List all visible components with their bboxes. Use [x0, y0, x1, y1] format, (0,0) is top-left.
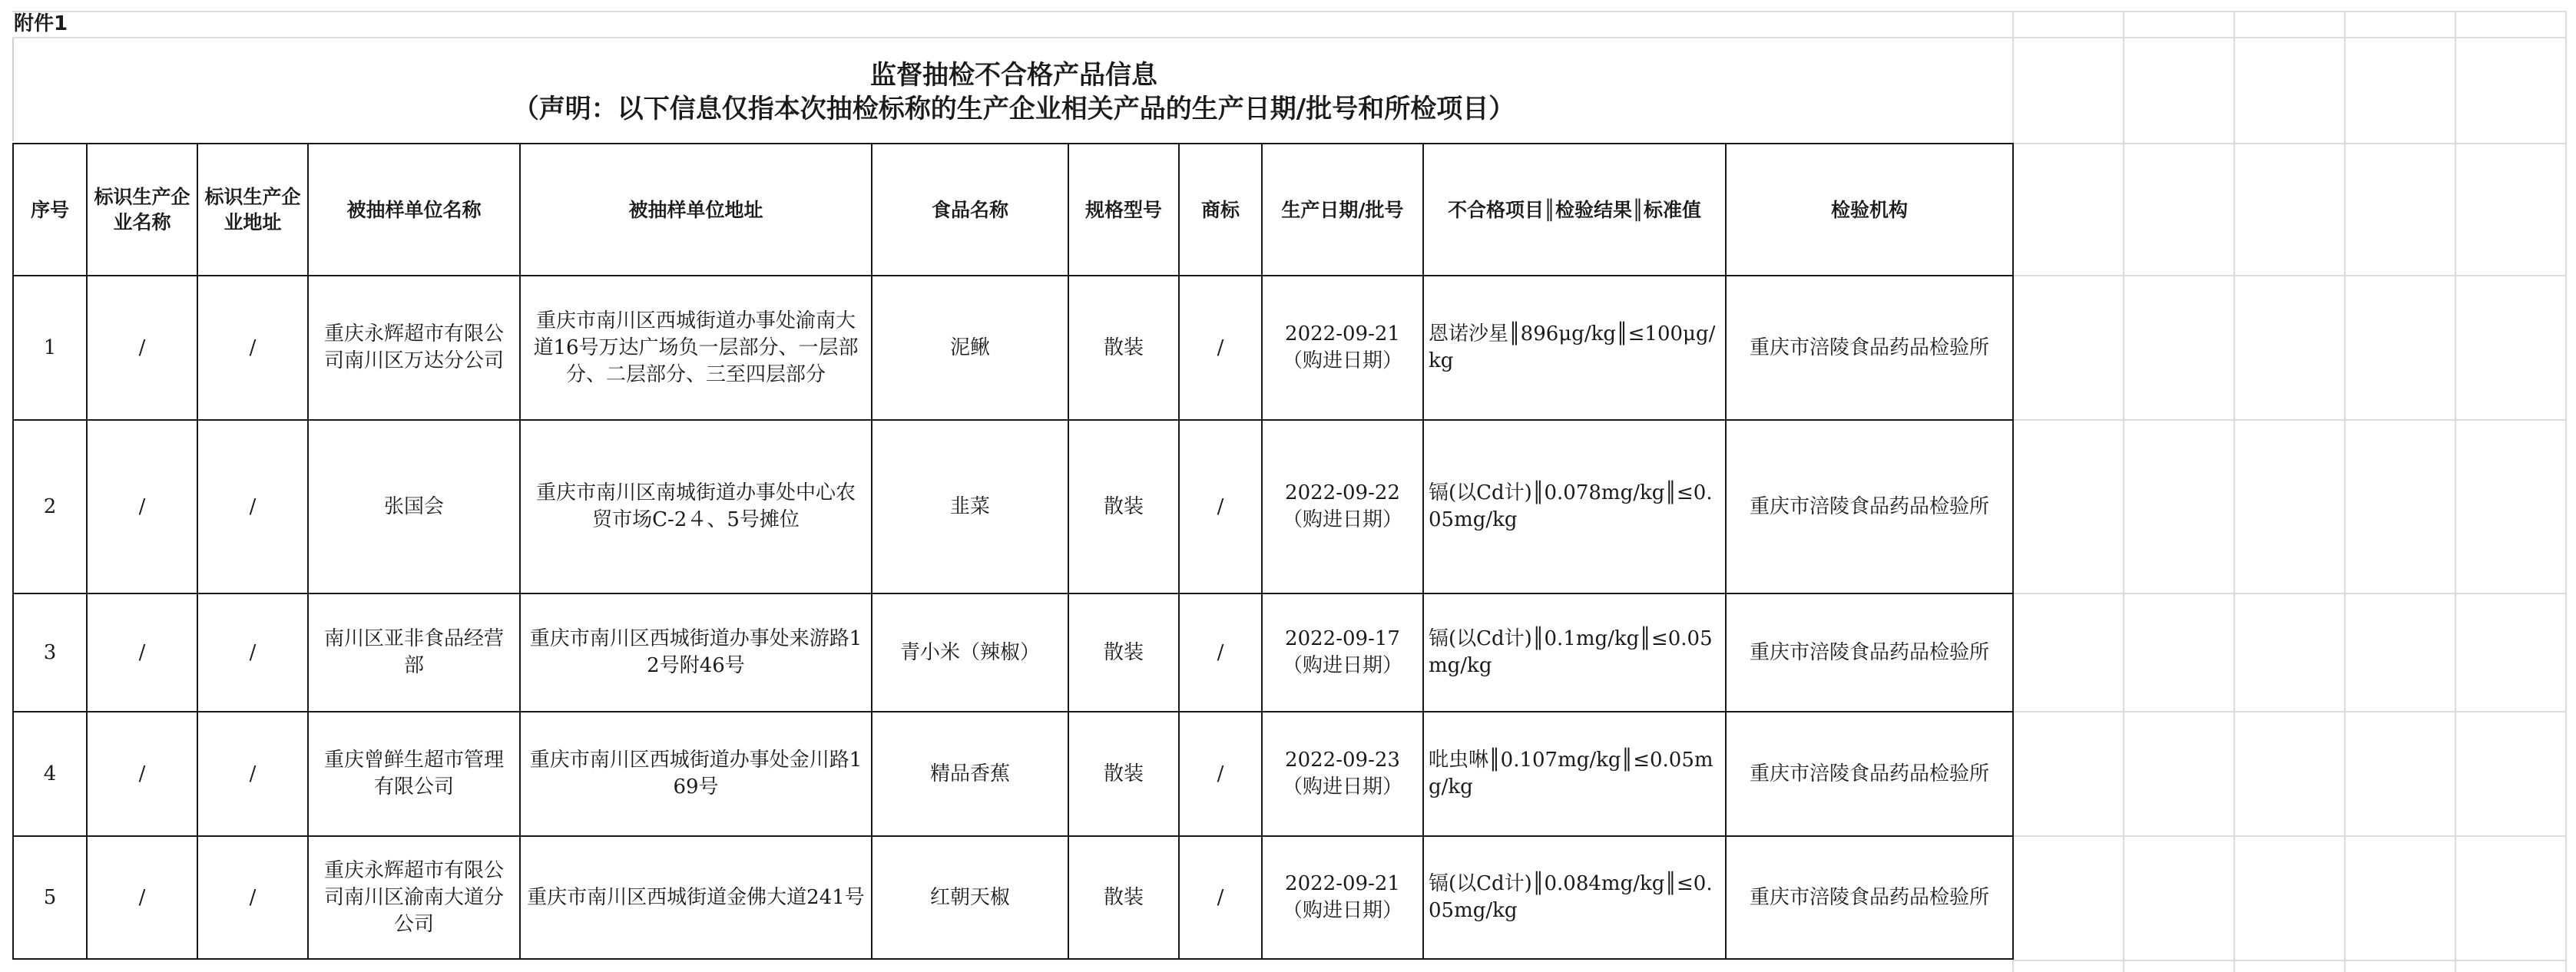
header-cell: 生产日期/批号 — [1262, 144, 1423, 276]
date-cell — [1262, 420, 1423, 593]
date-note: （购进日期） — [1282, 654, 1402, 677]
date-note: （购进日期） — [1282, 775, 1402, 798]
header-cell: 被抽样单位地址 — [520, 144, 872, 276]
agency-cell: 重庆市涪陵食品药品检验所 — [1726, 836, 2013, 959]
maker-address-cell: / — [197, 420, 308, 593]
failed-item-cell: 吡虫啉║0.107mg/kg║≤0.05mg/kg — [1423, 712, 1726, 836]
grid-line — [2012, 593, 2565, 594]
sampled-address-cell: 重庆市南川区西城街道办事处来游路12号附46号 — [520, 593, 872, 712]
grid-line — [2012, 143, 2565, 144]
sampled-unit-cell: 南川区亚非食品经营部 — [308, 593, 520, 712]
date-note: （购进日期） — [1282, 349, 1402, 372]
spec-cell: 散装 — [1068, 420, 1179, 593]
grid-line — [2455, 11, 2456, 972]
grid-line — [2012, 275, 2565, 276]
table-row — [13, 712, 2013, 836]
grid-line — [2233, 11, 2235, 972]
table-row — [13, 836, 2013, 959]
grid-line — [2344, 11, 2346, 972]
agency-cell: 重庆市涪陵食品药品检验所 — [1726, 712, 2013, 836]
grid-line — [2123, 11, 2124, 972]
failed-item-cell: 恩诺沙星║896μg/kg║≤100μg/kg — [1423, 276, 1726, 420]
row-number: 2 — [13, 420, 87, 593]
sampled-address-cell: 重庆市南川区西城街道办事处金川路169号 — [520, 712, 872, 836]
failed-item-cell: 镉(以Cd计)║0.084mg/kg║≤0.05mg/kg — [1423, 836, 1726, 959]
header-cell: 标识生产企业名称 — [87, 144, 197, 276]
food-name-cell: 精品香蕉 — [872, 712, 1068, 836]
date-value: 2022-09-17 — [1285, 627, 1400, 650]
brand-cell: / — [1179, 276, 1262, 420]
spec-cell: 散装 — [1068, 593, 1179, 712]
date-value: 2022-09-21 — [1285, 322, 1400, 345]
failed-item-cell: 镉(以Cd计)║0.078mg/kg║≤0.05mg/kg — [1423, 420, 1726, 593]
agency-cell: 重庆市涪陵食品药品检验所 — [1726, 420, 2013, 593]
grid-line — [12, 11, 2565, 12]
food-name-cell: 红朝天椒 — [872, 836, 1068, 959]
header-cell: 不合格项目║检验结果║标准值 — [1423, 144, 1726, 276]
failed-item-cell: 镉(以Cd计)║0.1mg/kg║≤0.05mg/kg — [1423, 593, 1726, 712]
maker-address-cell: / — [197, 712, 308, 836]
table-row — [13, 276, 2013, 420]
brand-cell: / — [1179, 593, 1262, 712]
header-cell: 商标 — [1179, 144, 1262, 276]
date-value: 2022-09-21 — [1285, 872, 1400, 895]
header-cell: 被抽样单位名称 — [308, 144, 520, 276]
page-title: 监督抽检不合格产品信息 — [870, 60, 1157, 91]
results-table — [12, 143, 2014, 960]
date-cell — [1262, 276, 1423, 420]
agency-cell: 重庆市涪陵食品药品检验所 — [1726, 593, 2013, 712]
food-name-cell: 韭菜 — [872, 420, 1068, 593]
maker-name-cell: / — [87, 836, 197, 959]
table-header-row — [13, 144, 2013, 276]
maker-address-cell: / — [197, 593, 308, 712]
header-cell: 规格型号 — [1068, 144, 1179, 276]
food-name-cell: 青小米（辣椒） — [872, 593, 1068, 712]
sampled-unit-cell: 重庆曾鲜生超市管理有限公司 — [308, 712, 520, 836]
sampled-address-cell: 重庆市南川区西城街道金佛大道241号 — [520, 836, 872, 959]
row-number: 1 — [13, 276, 87, 420]
date-cell — [1262, 712, 1423, 836]
brand-cell: / — [1179, 420, 1262, 593]
maker-name-cell: / — [87, 420, 197, 593]
header-cell: 序号 — [13, 144, 87, 276]
date-value: 2022-09-22 — [1285, 481, 1400, 504]
header-cell: 检验机构 — [1726, 144, 2013, 276]
grid-line — [2012, 835, 2565, 837]
maker-address-cell: / — [197, 276, 308, 420]
sampled-unit-cell: 重庆永辉超市有限公司南川区渝南大道分公司 — [308, 836, 520, 959]
spec-cell: 散装 — [1068, 836, 1179, 959]
date-note: （购进日期） — [1282, 899, 1402, 922]
food-name-cell: 泥鳅 — [872, 276, 1068, 420]
header-cell: 标识生产企业地址 — [197, 144, 308, 276]
header-cell: 食品名称 — [872, 144, 1068, 276]
date-cell — [1262, 593, 1423, 712]
date-note: （购进日期） — [1282, 508, 1402, 531]
agency-cell: 重庆市涪陵食品药品检验所 — [1726, 276, 2013, 420]
maker-name-cell: / — [87, 593, 197, 712]
table-row — [13, 593, 2013, 712]
table-row — [13, 420, 2013, 593]
annex-label: 附件1 — [14, 12, 68, 35]
title-block — [12, 38, 2014, 141]
spec-cell: 散装 — [1068, 276, 1179, 420]
date-value: 2022-09-23 — [1285, 749, 1400, 772]
sampled-address-cell: 重庆市南川区西城街道办事处渝南大道16号万达广场负一层部分、一层部分、二层部分、三至四层部分 — [520, 276, 872, 420]
spec-cell: 散装 — [1068, 712, 1179, 836]
row-number: 4 — [13, 712, 87, 836]
maker-name-cell: / — [87, 276, 197, 420]
date-cell — [1262, 836, 1423, 959]
grid-line — [2565, 11, 2567, 972]
grid-line — [2012, 960, 2565, 961]
sampled-unit-cell: 重庆永辉超市有限公司南川区万达分公司 — [308, 276, 520, 420]
maker-address-cell: / — [197, 836, 308, 959]
row-number: 5 — [13, 836, 87, 959]
sampled-address-cell: 重庆市南川区南城街道办事处中心农贸市场C-2４、5号摊位 — [520, 420, 872, 593]
row-number: 3 — [13, 593, 87, 712]
brand-cell: / — [1179, 712, 1262, 836]
maker-name-cell: / — [87, 712, 197, 836]
sampled-unit-cell: 张国会 — [308, 420, 520, 593]
grid-line — [2012, 711, 2565, 712]
brand-cell: / — [1179, 836, 1262, 959]
page-subtitle: （声明：以下信息仅指本次抽检标称的生产企业相关产品的生产日期/批号和所检项目） — [512, 94, 1515, 124]
grid-line — [2012, 419, 2565, 421]
